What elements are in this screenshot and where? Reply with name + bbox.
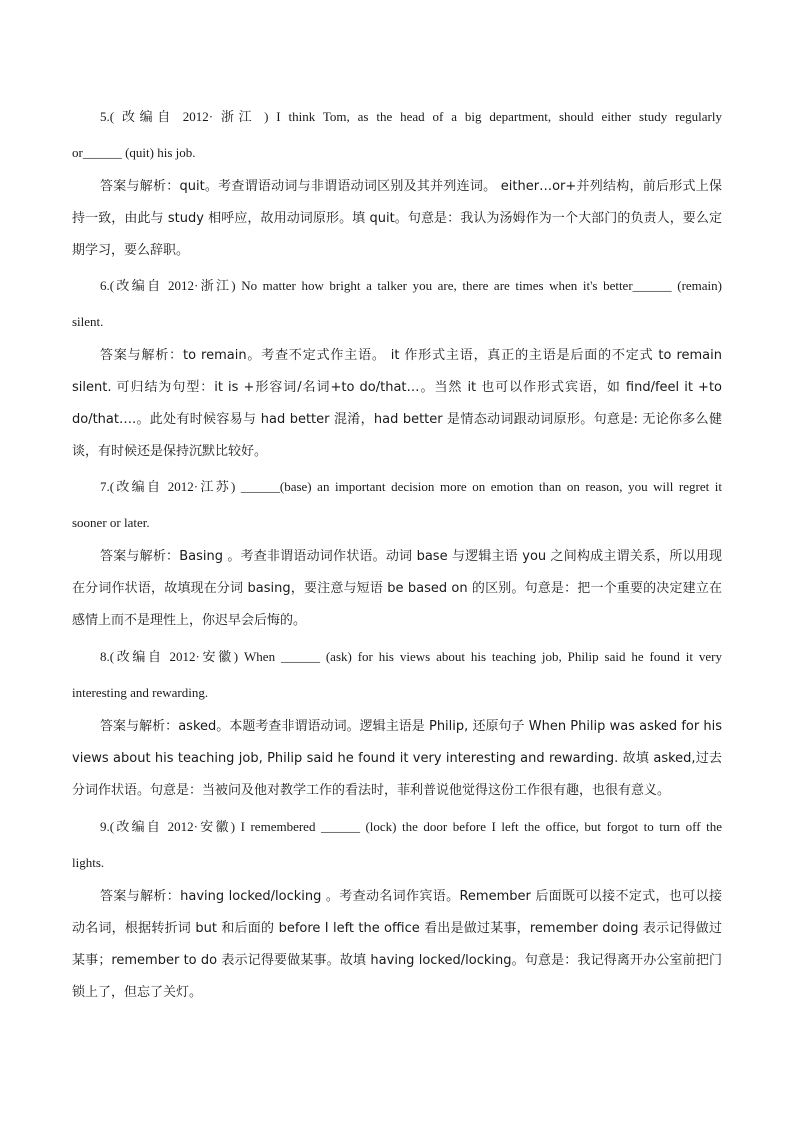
question-text (72, 268, 722, 340)
question-item-7 (72, 469, 722, 637)
answer-explanation: 答案与解析：asked。本题考查非谓语动词。逻辑主语是 Philip, 还原句子 When Philip was asked for his views about his teaching job, Philip said he found it very interesting and rewarding. 故填 asked,过去分词作状语。句意是：当被问及他对教学工作的看法时，菲利普说他觉得这份工作很有趣，也很有意义。 (72, 719, 722, 798)
question-line-1: 9.(改编自 2012·安徽) I remembered ______ (lock) the door before I left the office, but forgot to turn off the (100, 819, 722, 834)
answer-explanation: 答案与解析：to remain。考查不定式作主语。 it 作形式主语，真正的主语是后面的不定式 to remain silent. 可归结为句型：it is +形容词/名词+to do/that…。当然 it 也可以作形式宾语，如 find/feel it +to do/that….。此处有时候容易与 had better 混淆，had better 是情态动词跟动词原形。句意是: 无论你多么健谈，有时候还是保持沉默比较好。 (72, 348, 722, 459)
question-text (72, 99, 722, 171)
question-line-2: sooner or later. (72, 515, 150, 530)
question-item-5 (72, 99, 722, 267)
question-item-9 (72, 809, 722, 1009)
question-line-1: 6.(改编自 2012·浙江) No matter how bright a talker you are, there are times when it's better______ (remain) (100, 278, 722, 293)
question-text (72, 809, 722, 881)
question-text (72, 469, 722, 541)
question-text (72, 639, 722, 711)
question-item-6 (72, 268, 722, 468)
answer-explanation: 答案与解析：Basing 。考查非谓语动词作状语。动词 base 与逻辑主语 you 之间构成主谓关系，所以用现在分词作状语，故填现在分词 basing，要注意与短语 be based on 的区别。句意是：把一个重要的决定建立在感情上而不是理性上，你迟早会后悔的。 (72, 549, 722, 628)
question-line-1: 7.(改编自 2012·江苏) ______(base) an important decision more on emotion than on reason, you will regret it (100, 479, 722, 494)
answer-explanation: 答案与解析：having locked/locking 。考查动名词作宾语。Remember 后面既可以接不定式，也可以接动名词，根据转折词 but 和后面的 before I left the office 看出是做过某事，remember doing 表示记得做过某事；remember to do 表示记得要做某事。故填 having locked/locking。句意是：我记得离开办公室前把门锁上了，但忘了关灯。 (72, 889, 722, 1000)
question-line-2: or______ (quit) his job. (72, 145, 196, 160)
question-line-2: silent. (72, 314, 104, 329)
question-line-1: 8.(改编自 2012·安徽) When ______ (ask) for his views about his teaching job, Philip said he found it very (100, 649, 722, 664)
question-item-8 (72, 639, 722, 807)
answer-explanation: 答案与解析：quit。考查谓语动词与非谓语动词区别及其并列连词。 either…or+并列结构，前后形式上保持一致，由此与 study 相呼应，故用动词原形。填 quit。句意是：我认为汤姆作为一个大部门的负责人，要么定期学习，要么辞职。 (72, 179, 722, 258)
question-line-1: 5.( 改编自 2012· 浙江 ) I think Tom, as the head of a big department, should either study regularly (100, 109, 722, 124)
question-line-2: lights. (72, 855, 105, 870)
question-line-2: interesting and rewarding. (72, 685, 209, 700)
